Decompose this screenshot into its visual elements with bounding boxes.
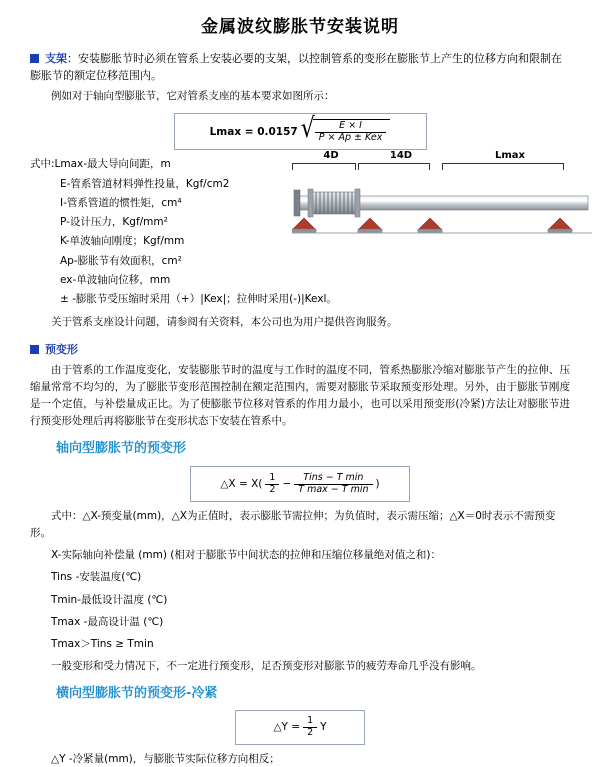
figure-dimension-labels xyxy=(300,148,584,164)
formula-delta-y-rhs: Y xyxy=(320,720,327,733)
radical-sign-icon: √ xyxy=(300,113,315,146)
section-predeform-paragraph-1: 由于管系的工作温度变化，安装膨胀节时的温度与工作时的温度不同，管系热膨胀冷缩对膨胀节产生的拉伸、压缩量常常不均匀的，为了膨胀节变形范围控制在额定范围内，需要对膨胀节采取预变形处理。另外，由于膨胀节刚度是一个定值，与补偿量成正比。为了使膨胀节位移对管系的作用力最小，也可以采用预变形(冷紧)方法让对膨胀节进行预变形处理后再将膨胀节在变形状态下安装在管系中。 xyxy=(30,364,570,428)
section-support-paragraph-3: 关于管系支座设计问题，请参阅有关资料，本公司也为用户提供咨询服务。 xyxy=(51,316,398,329)
formula-lmax-denominator: P × Ap ± Kex xyxy=(315,132,387,144)
section-heading-support-label: 支架 xyxy=(45,52,67,66)
document-page xyxy=(0,14,600,765)
lateral-note-1: △Y -冷紧量(mm)，与膨胀节实际位移方向相反； xyxy=(51,752,280,765)
definition-item: K-单波轴向刚度；Kgf/mm xyxy=(60,235,185,248)
definition-item: I-管系管道的惯性矩，cm⁴ xyxy=(60,196,182,209)
axial-note-1: 式中：△X-预变量(mm)，△X为正值时，表示膨胀节需拉伸；为负值时，表示需压缩；△X＝0时表示不需预变形。 xyxy=(30,510,556,539)
axial-note-5: Tmax -最高设计温 (℃) xyxy=(51,615,164,628)
formula-half-denominator: 2 xyxy=(303,727,317,739)
subsection-heading-lateral: 横向型膨胀节的预变形-冷紧 xyxy=(56,685,218,701)
formula-lmax xyxy=(174,113,427,150)
definition-item: Ap-膨胀节有效面积，cm² xyxy=(60,254,182,267)
formula-lmax-lhs: Lmax = 0.0157 xyxy=(209,125,298,138)
section-heading-predeform xyxy=(30,341,570,358)
formula-minus-sign: − xyxy=(282,477,292,490)
section-support-paragraph-1: 安装膨胀节时必须在管系上安装必要的支架，以控制管系的变形在膨胀节上产生的位移方向和限制在膨胀节的额定位移范围内。 xyxy=(30,52,562,83)
axial-note-3: Tins -安装温度(℃) xyxy=(51,571,142,584)
formula-temp-denominator: T max − T min xyxy=(294,484,372,496)
formula-half-numerator: 1 xyxy=(307,714,314,726)
formula-delta-x-rhs: ) xyxy=(375,477,380,490)
page-title: 金属波纹膨胀节安装说明 xyxy=(201,17,399,37)
formula-delta-x-lhs: △X = X( xyxy=(220,477,263,490)
expansion-joint-diagram xyxy=(292,174,592,266)
figure-dim-lmax: Lmax xyxy=(495,150,525,162)
figure-dim-14d: 14D xyxy=(389,150,413,162)
definition-item: P-设计压力，Kgf/mm² xyxy=(60,216,168,229)
axial-note-7: 一般变形和受力情况下，不一定进行预变形，足否预变形对膨胀节的疲劳寿命几乎没有影响。 xyxy=(51,660,482,673)
axial-note-2: X-实际轴向补偿量 (mm) (相对于膨胀节中间状态的拉伸和压缩位移量绝对值之和)： xyxy=(51,548,441,561)
formula-delta-y-lhs: △Y = xyxy=(273,720,301,733)
definition-item: ± -膨胀节受压缩时采用（+）|Kex|；拉伸时采用(-)|Kexl。 xyxy=(60,293,337,306)
formula-half-numerator: 1 xyxy=(269,471,276,483)
definition-item: E-管系管道材料弹性投量，Kgf/cm2 xyxy=(60,177,230,190)
section-heading-support: 支架：安装膨胀节时必须在管系上安装必要的支架，以控制管系的变形在膨胀节上产生的位移方向和限制在膨胀节的额定位移范围内。 xyxy=(30,52,562,83)
formula-delta-y xyxy=(235,710,365,745)
formula-lmax-numerator: E × I xyxy=(339,120,362,132)
formula-delta-x xyxy=(190,466,410,503)
formula-temp-numerator: Tins − T min xyxy=(303,471,364,483)
formula-half-denominator: 2 xyxy=(265,484,279,496)
axial-note-4: Tmin-最低设计温度 (℃) xyxy=(51,593,168,606)
square-bullet-icon xyxy=(30,54,39,63)
section-heading-predeform-label: 预变形 xyxy=(45,343,78,357)
subsection-heading-axial: 轴向型膨胀节的预变形 xyxy=(56,441,187,457)
definition-item: 式中:Lmax-最大导向间距，m xyxy=(30,158,171,171)
pipe-support-figure xyxy=(292,148,592,268)
axial-note-6: Tmax＞Tins ≥ Tmin xyxy=(51,638,154,651)
section-support-paragraph-2: 例如对于轴向型膨胀节，它对管系支座的基本要求如图所示： xyxy=(51,90,335,103)
square-bullet-icon xyxy=(30,345,39,354)
radical-icon xyxy=(300,113,391,146)
figure-dim-4d: 4D xyxy=(323,150,339,162)
definition-item: ex-单波轴向位移，mm xyxy=(60,273,171,286)
